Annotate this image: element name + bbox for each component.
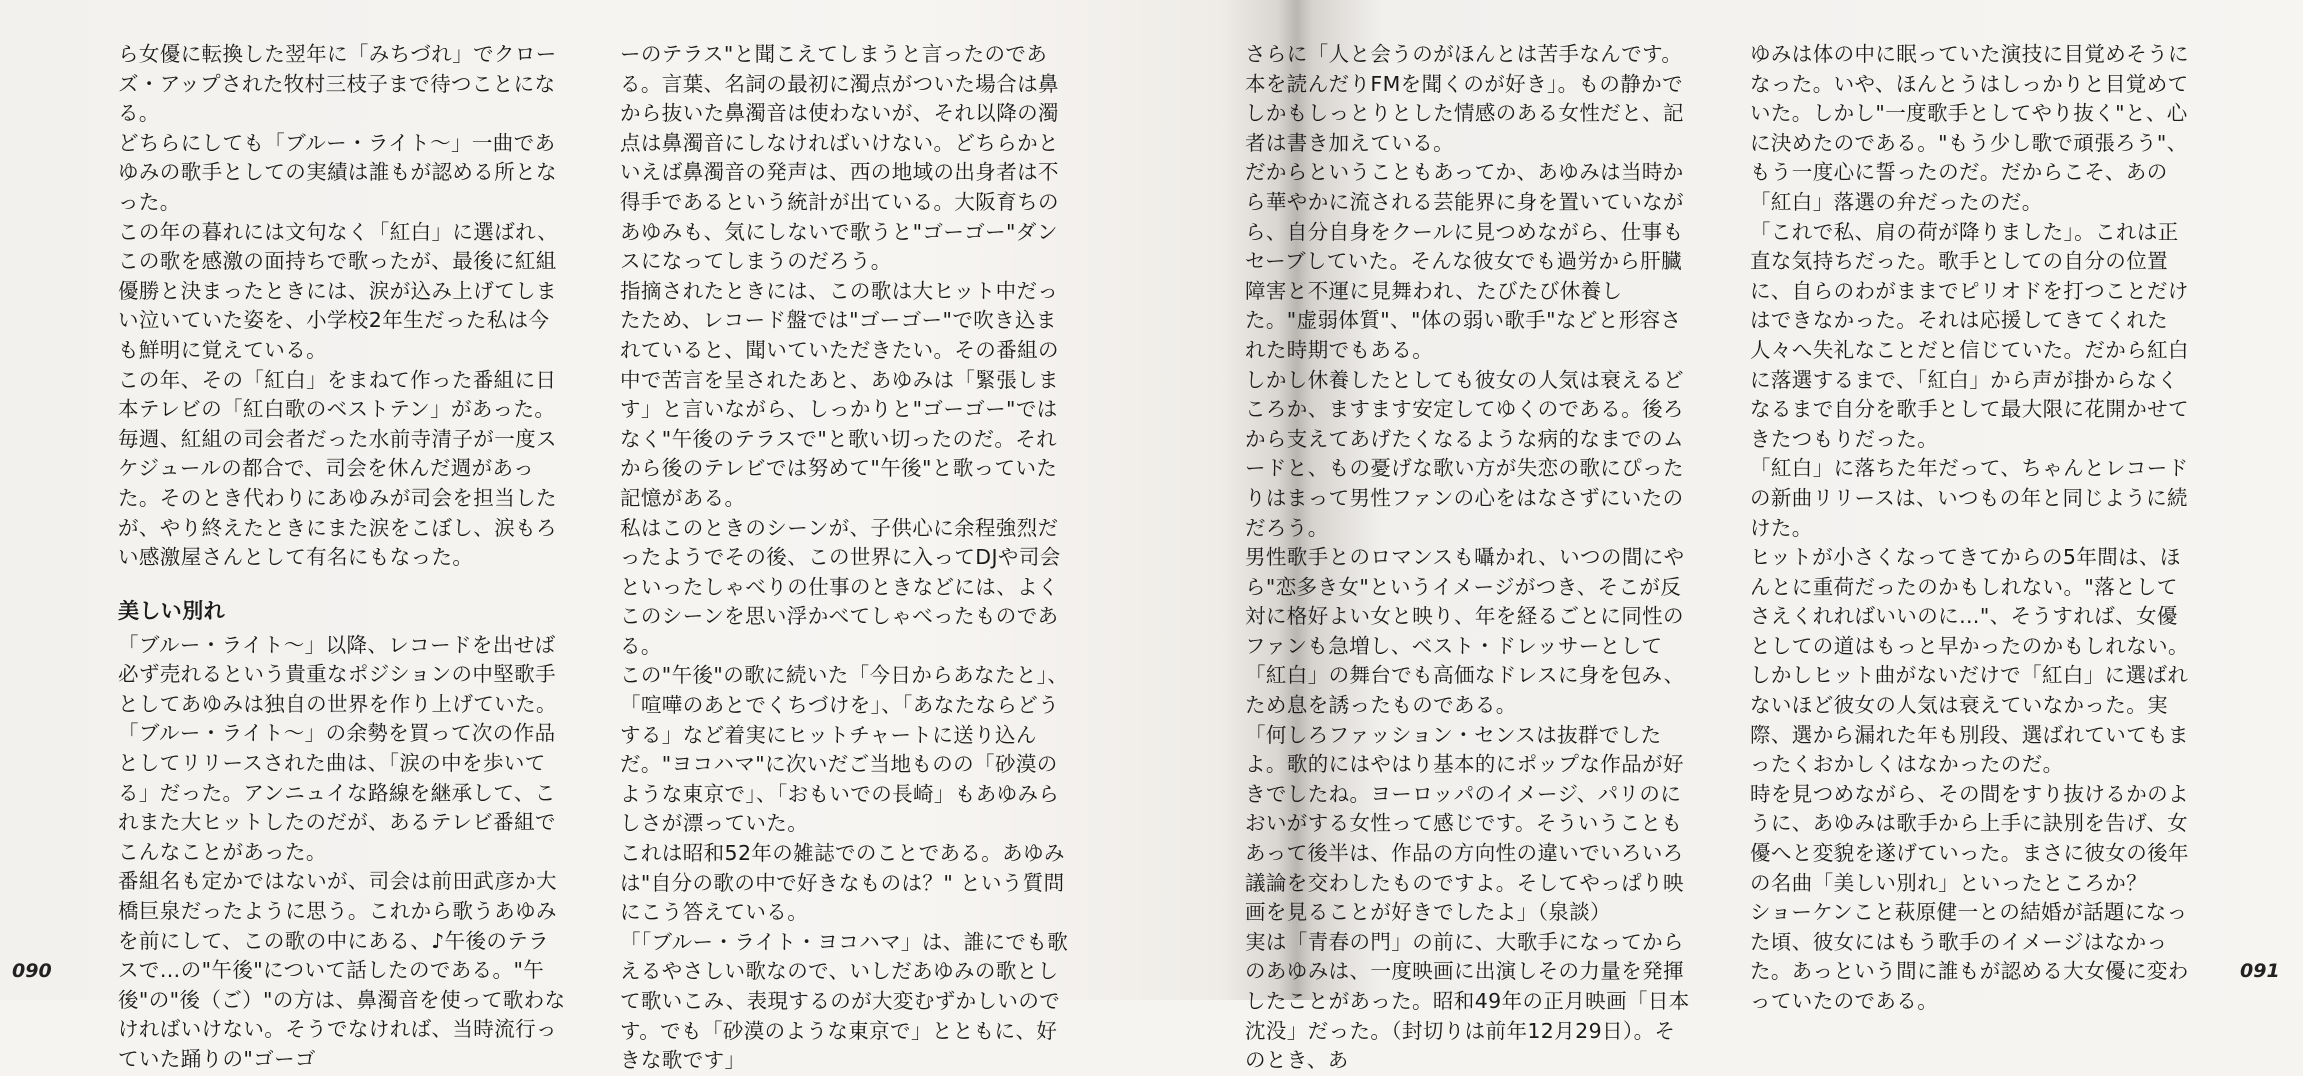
paragraph: 私はこのときのシーンが、子供心に余程強烈だったようでその後、この世界に入ってDJや司会といったしゃべりの仕事のときなどには、よくこのシーンを思い浮かべてしゃべったものである。 (620, 515, 1061, 658)
page-number-left: 090 (12, 960, 52, 982)
paragraph: 男性歌手とのロマンスも囁かれ、いつの間にやら"恋多き女"というイメージがつき、そこが反対に格好よい女と映り、年を経るごとに同性のファンも急増し、ベスト・ドレッサーとして「紅白」の舞台でも高価なドレスに身を包み、ため息を誘ったものである。 (1245, 545, 1685, 718)
paragraph: ら女優に転換した翌年に「みちづれ」でクローズ・アップされた牧村三枝子まで待つことになる。 (118, 42, 557, 126)
paragraph: 実は「青春の門」の前に、大歌手になってからのあゆみは、一度映画に出演しその力量を発揮したことがあった。昭和49年の正月映画「日本沈没」だった。（封切りは前年12月29日）。そのとき、あ (1245, 929, 1690, 1073)
right-page-column-1 (1245, 40, 1690, 1076)
paragraph: 時を見つめながら、その間をすり抜けるかのように、あゆみは歌手から上手に訣別を告げ、女優へと変貌を遂げていった。まさに彼女の後年の名曲「美しい別れ」といったところか？ (1750, 781, 2189, 895)
paragraph: この"午後"の歌に続いた「今日からあなたと」、「喧嘩のあとでくちづけを」、「あなたならどうする」など着実にヒットチャートに送り込んだ。"ヨコハマ"に次いだご当地ものの「砂漠のような東京で」、「おもいでの長崎」もあゆみらしさが漂っていた。 (620, 663, 1069, 836)
paragraph: ショーケンこと萩原健一との結婚が話題になった頃、彼女にはもう歌手のイメージはなかった。あっという間に誰もが認める大女優に変わっていたのである。 (1750, 900, 2189, 1013)
paragraph: 「「ブルー・ライト・ヨコハマ」は、誰にでも歌えるやさしい歌なので、いしだあゆみの歌として歌いこみ、表現するのが大変むずかしいのです。でも「砂漠のような東京で」とともに、好きな歌です」 (620, 929, 1069, 1073)
paragraph: しかし休養したとしても彼女の人気は衰えるどころか、ますます安定してゆくのである。後ろから支えてあげたくなるような病的なまでのムードと、もの憂げな歌い方が失恋の歌にぴったりはまって男性ファンの心をはなさずにいたのだろう。 (1245, 367, 1684, 540)
page-number-right: 091 (2240, 960, 2280, 982)
paragraph: 「紅白」に落ちた年だって、ちゃんとレコードの新曲リリースは、いつもの年と同じように続けた。 (1750, 456, 2189, 540)
paragraph: ゆみは体の中に眠っていた演技に目覚めそうになった。いや、ほんとうはしっかりと目覚めていた。しかし"一度歌手としてやり抜く"と、心に決めたのである。"もう少し歌で頑張ろう"、もう一度心に誓ったのだ。だからこそ、あの「紅白」落選の弁だったのだ。 (1750, 42, 2189, 214)
paragraph: 番組名も定かではないが、司会は前田武彦か大橋巨泉だったように思う。これから歌うあゆみを前にして、この歌の中にある、♪午後のテラスで…の"午後"について話したのである。"午後"の"後（ご）"の方は、鼻濁音を使って歌わなければいけない。そうでなければ、当時流行っていた踊りの"ゴーゴ (118, 869, 566, 1071)
paragraph: どちらにしても「ブルー・ライト～」一曲であゆみの歌手としての実績は誰もが認める所となった。 (118, 130, 557, 214)
paragraph: この年、その「紅白」をまねて作った番組に日本テレビの「紅白歌のベストテン」があった。毎週、紅組の司会者だった水前寺清子が一度スケジュールの都合で、司会を休んだ週があった。そのとき代わりにあゆみが司会を担当したが、やり終えたときにまた涙をこぼし、涙もろい感激屋さんとして有名にもなった。 (118, 367, 557, 570)
left-page-column-1 (118, 40, 566, 1075)
paragraph: 「ブルー・ライト～」以降、レコードを出せば必ず売れるという貴重なポジションの中堅歌手としてあゆみは独自の世界を作り上げていた。 (118, 632, 557, 716)
paragraph: 「これで私、肩の荷が降りました」。これは正直な気持ちだった。歌手としての自分の位置に、自らのわがままでピリオドを打つことだけはできなかった。それは応援してきてくれた人々へ失礼なことだと信じていた。だから紅白に落選するまで、「紅白」から声が掛からなくなるまで自分を歌手として最大限に花開かせてきたつもりだった。 (1750, 219, 2189, 451)
paragraph: これは昭和52年の雑誌でのことである。あゆみは"自分の歌の中で好きなものは？" という質問にこう答えている。 (620, 841, 1065, 925)
paragraph: この年の暮れには文句なく「紅白」に選ばれ、この歌を感激の面持ちで歌ったが、最後に紅組優勝と決まったときには、涙が込み上げてしまい泣いていた姿を、小学校2年生だった私は今も鮮明に覚えている。 (118, 219, 559, 362)
paragraph: さらに「人と会うのがほんとは苦手なんです。本を読んだりFMを聞くのが好き」。もの静かでしかもしっとりとした情感のある女性だと、記者は書き加えている。 (1245, 42, 1684, 155)
paragraph: ヒットが小さくなってきてからの5年間は、ほんとに重荷だったのかもしれない。"落としてさえくれればいいのに…"、そうすれば、女優としての道はもっと早かったのかもしれない。しかしヒット曲がないだけで「紅白」に選ばれないほど彼女の人気は衰えていなかった。実際、選から漏れた年も別段、選ばれていてもまったくおかしくはなかったのだ。 (1750, 545, 2189, 777)
left-page-column-2 (620, 40, 1072, 1076)
paragraph: 「何しろファッション・センスは抜群でしたよ。歌的にはやはり基本的にポップな作品が好きでしたね。ヨーロッパのイメージ、パリのにおいがする女性って感じです。そういうこともあって後半は、作品の方向性の違いでいろいろ議論を交わしたものですよ。そしてやっぱり映画を見ることが好きでしたよ」（泉談） (1245, 722, 1684, 925)
right-page-column-2 (1750, 40, 2190, 1017)
paragraph: ーのテラス"と聞こえてしまうと言ったのである。言葉、名詞の最初に濁点がついた場合は鼻から抜いた鼻濁音は使わないが、それ以降の濁点は鼻濁音にしなければいけない。どちらかといえば鼻濁音の発声は、西の地域の出身者は不得手であるという統計が出ている。大阪育ちのあゆみも、気にしないで歌うと"ゴーゴー"ダンスになってしまうのだろう。 (620, 42, 1059, 274)
section-heading: 美しい別れ (118, 598, 225, 623)
paragraph: 「ブルー・ライト～」の余勢を買って次の作品としてリリースされた曲は、「涙の中を歩いてる」だった。アンニュイな路線を継承して、これまた大ヒットしたのだが、あるテレビ番組でこんなことがあった。 (118, 721, 556, 864)
paragraph: だからということもあってか、あゆみは当時から華やかに流される芸能界に身を置いていながら、自分自身をクールに見つめながら、仕事もセーブしていた。そんな彼女でも過労から肝臓障害と不運に見舞われ、たびたび休養した。"虚弱体質"、"体の弱い歌手"などと形容された時期でもある。 (1245, 160, 1684, 362)
paragraph: 指摘されたときには、この歌は大ヒット中だったため、レコード盤では"ゴーゴー"で吹き込まれていると、聞いていただきたい。その番組の中で苦言を呈されたあと、あゆみは「緊張します」と言いながら、しっかりと"ゴーゴー"ではなく"午後のテラスで"と歌い切ったのだ。それから後のテレビでは努めて"午後"と歌っていた記憶がある。 (620, 278, 1059, 510)
